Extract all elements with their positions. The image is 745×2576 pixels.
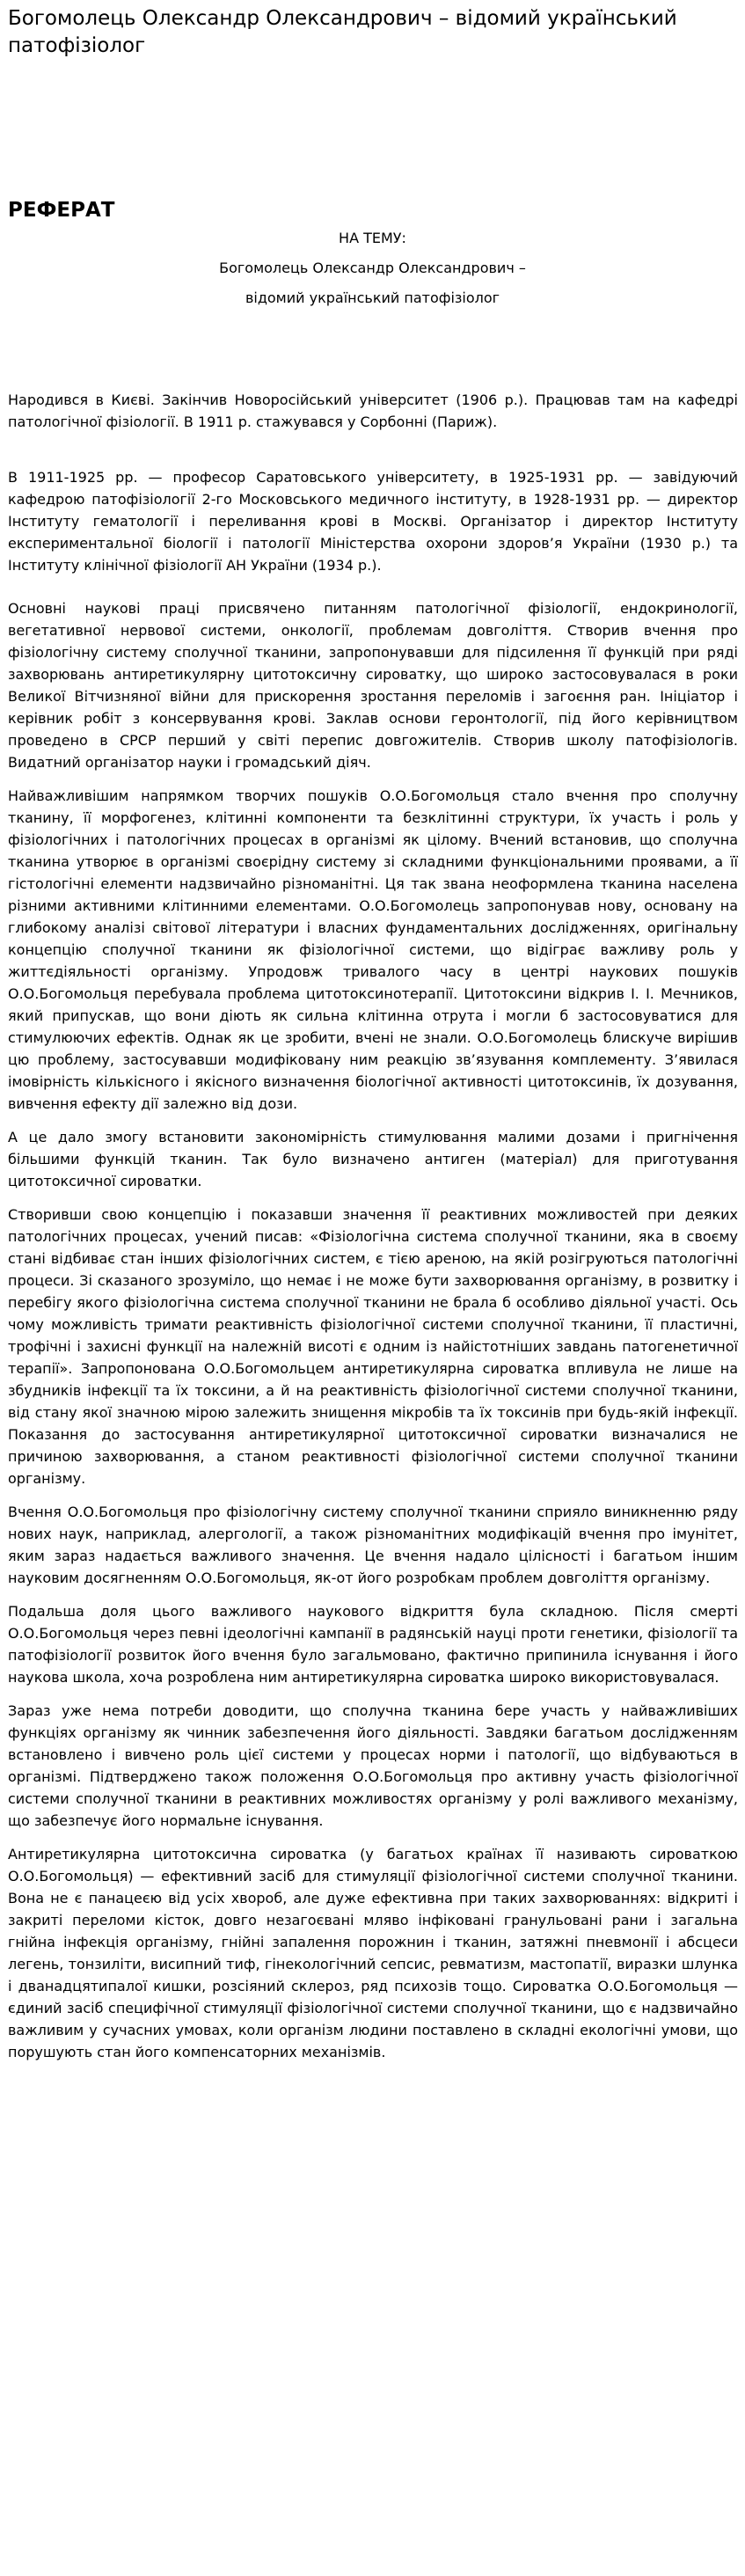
paragraph-stimulation: А це дало змогу встановити закономірність стимулювання малими дозами і пригнічення більшими функцій тканин. Так було визначено антиген (матеріал) для приготування цитотоксичної сироватки. [8,1129,738,1189]
subject-line-2: відомий український патофізіолог [245,289,500,306]
paragraph-birth: Народився в Києві. Закінчив Новоросійський університет (1906 р.). Працював там на кафедрі патологічної фізіології. В 1911 р. стажувався у Сорбонні (Париж). [8,392,738,430]
document-body [8,389,738,2075]
paragraph-present: Зараз уже нема потреби доводити, що сполучна тканина бере участь у найважливіших функціях організму як чинник забезпечення його діяльності. Завдяки багатьом дослідженням встановлено і вивчено роль цієї системи у процесах норми і патології, що відбуваються в організмі. Підтверджено також положення О.О.Богомольця про активну участь фізіологічної системи сполучної тканини в реактивних можливостях організму у ролі важливого механізму, що забезпечує його нормальне існування. [8,1702,738,1829]
paragraph-career: В 1911-1925 рр. — професор Саратовського університету, в 1925-1931 рр. — завідуючий кафедрою патофізіології 2-го Московського медичного інституту, в 1928-1931 рр. — директор Інституту гематології і переливання крові в Москві. Організатор і директор Інституту експериментальної біології і патології Міністерства охорони здоров’я України (1930 р.) та Інституту клінічної фізіології АН України (1934 р.). [8,469,738,574]
paragraph-sciences: Вчення О.О.Богомольця про фізіологічну систему сполучної тканини сприяло виникненню ряду нових наук, наприклад, алергології, а також різноманітних модифікацій вчення про імунітет, яким зараз надається важливого значення. Це вчення надало цілісності і багатьом іншим науковим досягненням О.О.Богомольця, як-от його розробкам проблем довголіття організму. [8,1504,738,1586]
subject-block [0,227,745,317]
paragraph-works: Основні наукові праці присвячено питанням патологічної фізіології, ендокринології, вегетативної нервової системи, онкології, проблемам довголіття. Створив вчення про фізіологічну систему сполучної тканини, запропонувавши для підсилення її функцій при ряді захворювань антиретикулярну цитотоксичну сироватку, що широко застосовувалася в роки Великої Вітчизняної війни для прискорення зростання переломів і загоєння ран. Ініціатор і керівник робіт з консервування крові. Заклав основи геронтології, під його керівництвом проведено в СРСР перший у світі перепис довгожителів. Створив школу патофізіологів. Видатний організатор науки і громадський діяч. [8,600,738,771]
paragraph-concept: Створивши свою концепцію і показавши значення її реактивних можливостей при деяких патологічних процесах, учений писав: «Фізіологічна система сполучної тканини, яка в своєму стані відбиває стан інших фізіологічних систем, є тією ареною, на якій розігруються патологічні процеси. Зі сказаного зрозуміло, що немає і не може бути захворювання організму, в розвитку і перебігу якого фізіологічна система сполучної тканини не брала б особливо діяльної участі. Ось чому можливість тримати реактивність фізіологічної системи сполучної тканини, її пластичні, трофічні і захисні функції на належній висоті є одним із найістотніших завдань патогенетичної терапії». Запропонована О.О.Богомольцем антиретикулярна сироватка впливула не лише на збудників інфекції та їх токсини, а й на реактивність фізіологічної системи сполучної тканини, від стану якої значною мірою залежить знищення мікробів та їх токсинів при будь-якій інфекції. Показання до застосування антиретикулярної цитотоксичної сироватки визначалися не причиною захворювання, а станом реактивності фізіологічної системи сполучної тканини організму. [8,1206,738,1487]
paragraph-fate: Подальша доля цього важливого наукового відкриття була складною. Після смерті О.О.Богомольця через певні ідеологічні кампанії в радянській науці проти генетики, фізіології та патофізіології розвиток його вчення було загальмовано, фактично припинила існування і його наукова школа, хоча розроблена ним антиретикулярна сироватка широко використовувалася. [8,1603,738,1686]
subject-label: НА ТЕМУ: [339,230,406,246]
paragraph-serum: Антиретикулярна цитотоксична сироватка (у багатьох країнах її називають сироваткою О.О.Богомольця) — ефективний засіб для стимуляції фізіологічної системи сполучної тканини. Вона не є панацеєю від усіх хвороб, але дуже ефективна при таких захворюваннях: відкриті і закриті переломи кісток, довго незагоєвані мляво інфіковані гранульовані рани і загальна гнійна інфекція організму, гнійні запалення порожнин і тканин, затяжні пневмонії і абсцеси легень, тонзиліти, висипний тиф, гінекологічний сепсис, ревматизм, мастопатії, виразки шлунка і дванадцятипалої кишки, розсіяний склероз, ряд психозів тощо. Сироватка О.О.Богомольця — єдиний засіб специфічної стимуляції фізіологічної системи сполучної тканини, що є надзвичайно важливим у сучасних умовах, коли організм людини поставлено в складні екологічні умови, що порушують стан його компенсаторних механізмів. [8,1846,738,2060]
document-type-heading: РЕФЕРАТ [8,199,115,222]
paragraph-connective-tissue: Найважливішим напрямком творчих пошуків О.О.Богомольця стало вчення про сполучну тканину, її морфогенез, клітинні компоненти та безклітинні структури, їх участь і роль у фізіологічних і патологічних процесах в організмі як цілому. Вчений встановив, що сполучна тканина утворює в організмі своєрідну систему зі складними функціональними проявами, а її гістологічні елементи надзвичайно різноманітні. Ця так звана неоформлена тканина населена різними активними клітинними елементами. О.О.Богомолець запропонував нову, основану на глибокому аналізі світової літератури і власних фундаментальних дослідженнях, оригінальну концепцію сполучної тканини як фізіологічної системи, що відіграє важливу роль у життєдіяльності організму. Упродовж тривалого часу в центрі наукових пошуків О.О.Богомольця перебувала проблема цитотоксинотерапії. Цитотоксини відкрив І. І. Мечников, який припускав, що вони діють як сильна клітинна отрута і могли б застосовуватися для стимулюючих ефектів. Однак як це зробити, вчені не знали. О.О.Богомолець блискуче вирішив цю проблему, застосувавши модифіковану ним реакцію зв’язування комплементу. З’явилася імовірність кількісного і якісного визначення біологічної активності цитотоксинів, їх дозування, вивчення ефекту дії залежно від дози. [8,787,738,1112]
subject-line-1: Богомолець Олександр Олександрович – [219,260,526,276]
document-title: Богомолець Олександр Олександрович – відомий український патофізіолог [8,7,677,57]
